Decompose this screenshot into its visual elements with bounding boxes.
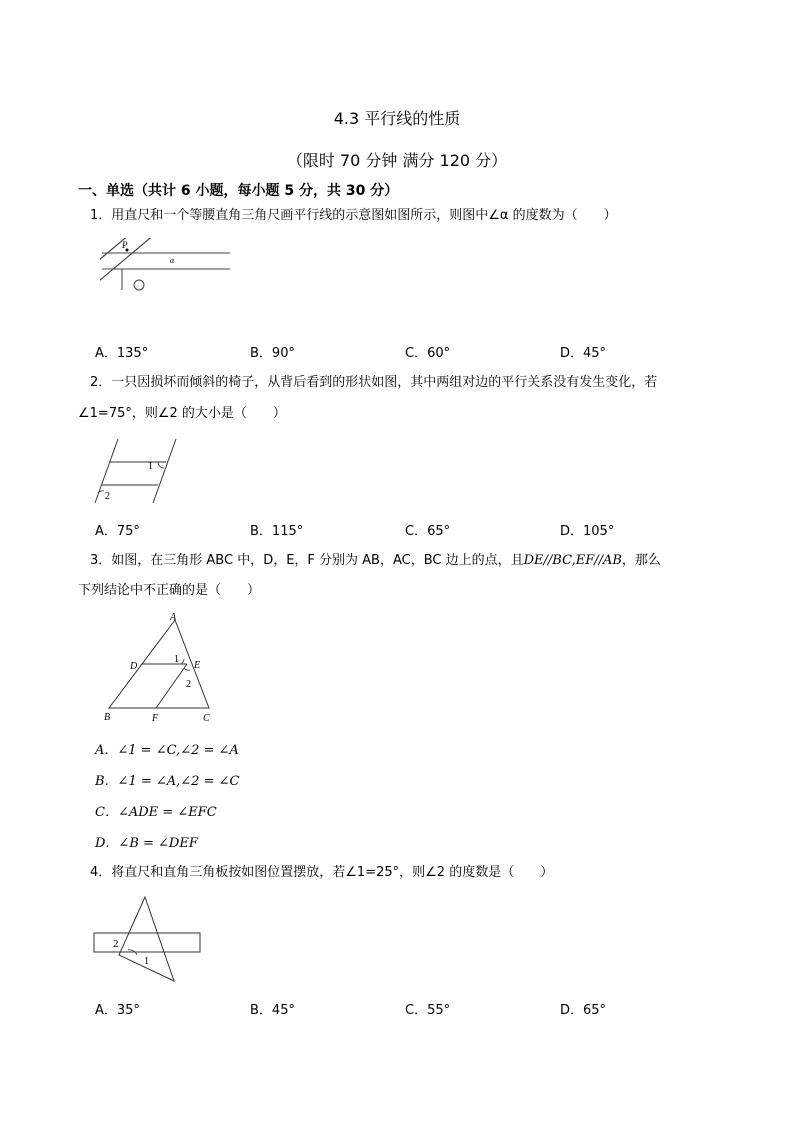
q1-option-c[interactable]: C．60°	[405, 346, 451, 361]
page-subtitle: （限时 70 分钟 满分 120 分）	[286, 151, 508, 170]
q4-option-d[interactable]: D．65°	[560, 1003, 607, 1018]
fig4-label-2: 2	[113, 938, 119, 950]
fig3-label-b: B	[104, 712, 111, 723]
fig3-label-d: D	[130, 661, 138, 672]
q3-line1-math: DE//BC,EF//AB	[523, 553, 622, 568]
question-3-line-2: 下列结论中不正确的是（ ）	[78, 583, 261, 598]
q3-option-b[interactable]: B．∠1 = ∠A,∠2 = ∠C	[95, 774, 240, 789]
fig4-label-1: 1	[144, 956, 149, 967]
q3-line1-text-b: ，那么	[621, 553, 661, 568]
fig3-label-1: 1	[174, 654, 179, 665]
q1-option-a[interactable]: A．135°	[95, 346, 149, 361]
fig3-label-a: A	[170, 612, 177, 623]
q2-option-b[interactable]: B．115°	[250, 524, 304, 539]
q2-option-a[interactable]: A．75°	[95, 524, 140, 539]
question-2-figure	[90, 437, 180, 505]
question-1-text: 1．用直尺和一个等腰直角三角尺画平行线的示意图如图所示，则图中∠α 的度数为（ ）	[90, 208, 617, 223]
q1-option-d[interactable]: D．45°	[560, 346, 607, 361]
question-3-line-1	[90, 551, 661, 571]
q4-option-a[interactable]: A．35°	[95, 1003, 140, 1018]
q4-option-b[interactable]: B．45°	[250, 1003, 295, 1018]
q2-option-d[interactable]: D．105°	[560, 524, 615, 539]
section-heading: 一、单选（共计 6 小题，每小题 5 分，共 30 分）	[78, 183, 399, 199]
fig2-label-2: 2	[105, 491, 110, 502]
fig1-label-alpha: α	[170, 256, 175, 265]
question-2-line-2: ∠1=75°，则∠2 的大小是（ ）	[78, 406, 286, 421]
fig3-label-e: E	[194, 660, 201, 671]
fig3-label-2: 2	[186, 679, 191, 690]
question-4-figure	[92, 893, 204, 985]
question-4-options	[95, 999, 715, 1018]
fig3-label-f: F	[152, 713, 159, 724]
page-title: 4.3 平行线的性质	[333, 109, 461, 128]
question-1-options	[95, 342, 715, 361]
question-4-text: 4．将直尺和直角三角板按如图位置摆放，若∠1=25°，则∠2 的度数是（ ）	[90, 865, 554, 880]
question-1-figure	[100, 238, 240, 338]
question-3-figure	[100, 610, 225, 725]
fig3-label-c: C	[203, 713, 210, 724]
question-2-options	[95, 520, 715, 539]
q3-option-d[interactable]: D．∠B = ∠DEF	[95, 836, 198, 851]
q3-line1-text-a: 3．如图，在三角形 ABC 中，D，E，F 分别为 AB，AC，BC 边上的点，且	[90, 553, 524, 568]
q1-option-b[interactable]: B．90°	[250, 346, 295, 361]
q2-option-c[interactable]: C．65°	[405, 524, 451, 539]
question-2-line-1: 2．一只因损坏而倾斜的椅子，从背后看到的形状如图，其中两组对边的平行关系没有发生变化，若	[90, 375, 658, 390]
q3-option-a[interactable]: A．∠1 = ∠C,∠2 = ∠A	[95, 743, 239, 758]
fig2-label-1: 1	[148, 461, 153, 472]
fig1-label-p: P	[122, 240, 128, 250]
q4-option-c[interactable]: C．55°	[405, 1003, 451, 1018]
q3-option-c[interactable]: C．∠ADE = ∠EFC	[95, 805, 217, 820]
